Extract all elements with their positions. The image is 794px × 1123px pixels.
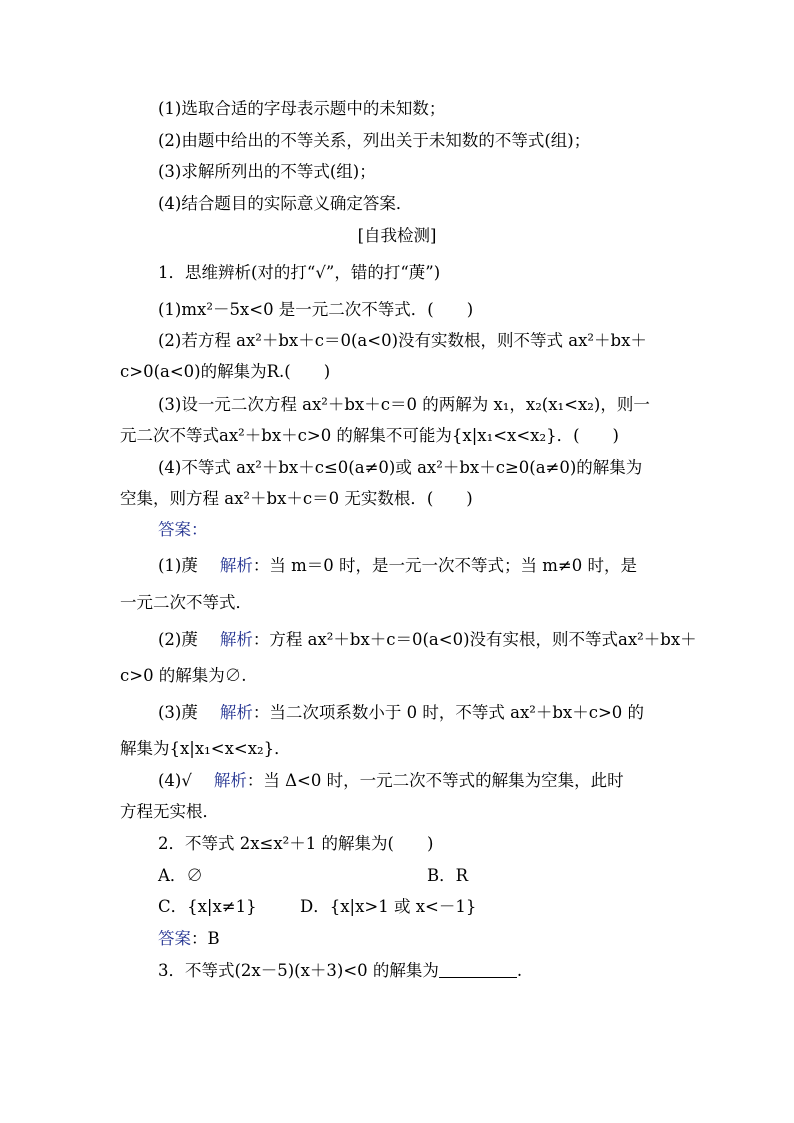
q2-answer <box>158 928 718 950</box>
q3-text: 3．不等式(2x－5)(x＋3)<0 的解集为 <box>158 961 439 980</box>
q2-answer-value: ：B <box>191 929 220 948</box>
analysis-label: 解析 <box>213 771 247 790</box>
q1-title: 1．思维辨析(对的打“√”，错的打“菮”) <box>158 263 441 282</box>
q1-answer-label: 答案： <box>158 520 208 539</box>
q3-stem <box>158 960 718 982</box>
q2-option-a: A．∅ <box>158 866 203 885</box>
q1-item-1: (1)mx²－5x<0 是一元二次不等式．( ) <box>158 300 474 319</box>
q1-answer-2-cont: c>0 的解集为∅. <box>120 666 247 685</box>
q1-item-4: (4)不等式 ax²＋bx＋c≤0(a≠0)或 ax²＋bx＋c≥0(a≠0)的解集为 <box>158 458 643 477</box>
answer-mark: (3)菮 <box>158 703 198 722</box>
step-1: (1)选取合适的字母表示题中的未知数； <box>158 99 446 118</box>
step-4: (4)结合题目的实际意义确定答案． <box>158 194 413 213</box>
q1-answer-1 <box>158 555 718 577</box>
analysis-label: 解析 <box>219 703 253 722</box>
q1-item-2-cont: c>0(a<0)的解集为R.( ) <box>120 362 331 381</box>
q1-answer-4-cont: 方程无实根． <box>120 802 219 821</box>
q1-item-2: (2)若方程 ax²＋bx＋c＝0(a<0)没有实数根，则不等式 ax²＋bx＋ <box>158 331 647 350</box>
step-2: (2)由题中给出的不等关系，列出关于未知数的不等式(组)； <box>158 131 591 150</box>
q1-answer-4 <box>158 770 718 792</box>
section-title: [自我检测] <box>357 226 437 245</box>
answer-text: ：当 m＝0 时，是一元一次不等式；当 m≠0 时，是 <box>252 556 637 575</box>
q2-option-d: D．{x|x>1 或 x<－1} <box>300 897 477 916</box>
answer-text: ：当二次项系数小于 0 时，不等式 ax²＋bx＋c>0 的 <box>252 703 645 722</box>
q1-answer-2 <box>158 629 718 651</box>
q2-stem: 2．不等式 2x≤x²＋1 的解集为( ) <box>158 834 434 853</box>
step-3: (3)求解所列出的不等式(组)； <box>158 162 376 181</box>
answer-blank <box>439 961 517 978</box>
q2-answer-label: 答案 <box>158 929 191 948</box>
q1-answer-1-cont: 一元二次不等式． <box>120 593 252 612</box>
answer-mark: (2)菮 <box>158 630 198 649</box>
q1-answer-3 <box>158 702 718 724</box>
q1-item-3-cont: 元二次不等式ax²＋bx＋c>0 的解集不可能为{x|x₁<x<x₂}．( ) <box>120 426 619 445</box>
q2-option-b: B．R <box>427 866 469 885</box>
q2-option-c: C．{x|x≠1} <box>158 897 257 916</box>
analysis-label: 解析 <box>219 556 253 575</box>
answer-mark: (1)菮 <box>158 556 198 575</box>
q1-item-3: (3)设一元二次方程 ax²＋bx＋c＝0 的两解为 x₁，x₂(x₁<x₂)，则一 <box>158 395 650 414</box>
answer-text: ：方程 ax²＋bx＋c＝0(a<0)没有实根，则不等式ax²＋bx＋ <box>252 630 697 649</box>
q1-answer-3-cont: 解集为{x|x₁<x<x₂}． <box>120 739 291 758</box>
q1-item-4-cont: 空集，则方程 ax²＋bx＋c＝0 无实数根．( ) <box>120 489 473 508</box>
answer-text: ：当 Δ<0 时，一元二次不等式的解集为空集，此时 <box>246 771 624 790</box>
analysis-label: 解析 <box>219 630 253 649</box>
answer-mark: (4)√ <box>158 771 192 790</box>
q3-end: . <box>516 961 523 980</box>
